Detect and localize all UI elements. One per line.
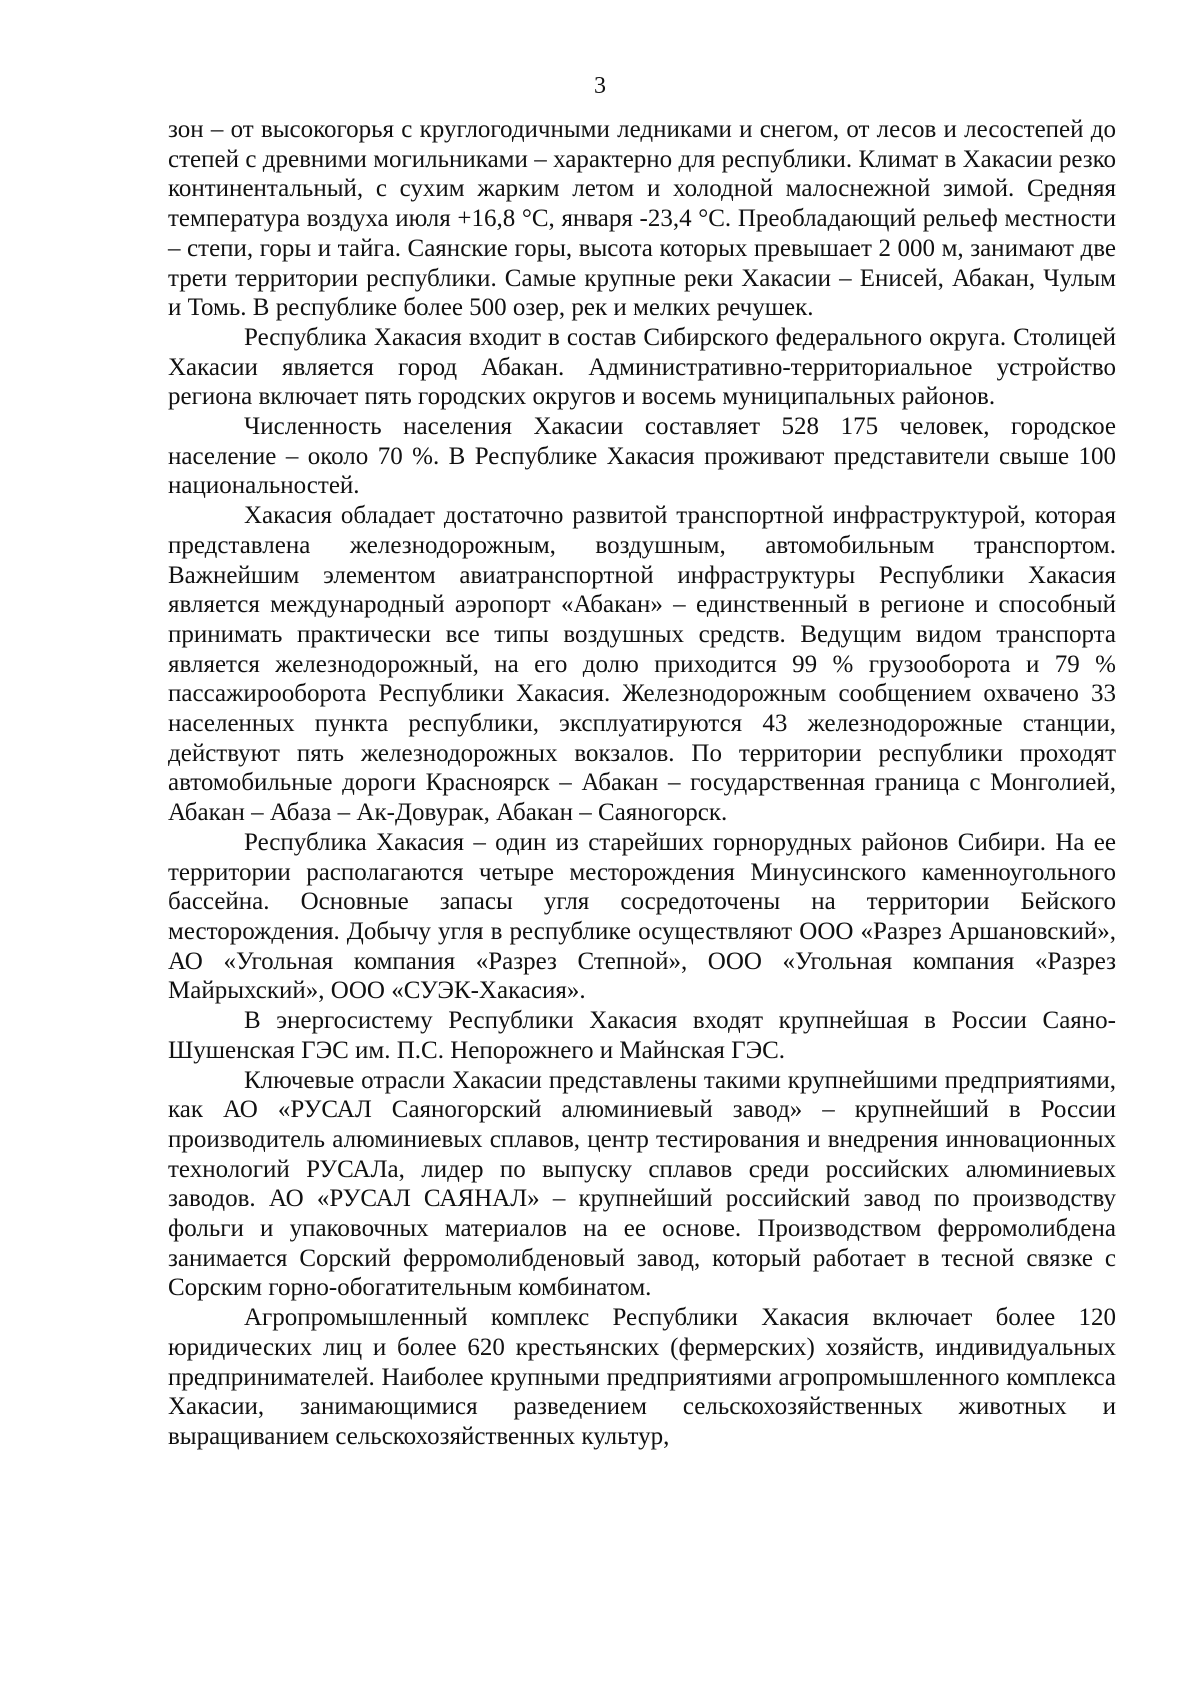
body-text: [168, 115, 1116, 1452]
page-number: 3: [594, 73, 606, 99]
paragraph-agriculture: Агропромышленный комплекс Республики Хакасия включает более 120 юридических лиц и более 620 крестьянских (фермерских) хозяйств, индивидуальных предпринимателей. Наиболее крупными предприятиями агропромышленного комплекса Хакасии, занимающимися разведением сельскохозяйственных животных и выращиванием сельскохозяйственных культур,: [168, 1304, 1116, 1450]
paragraph-transport: Хакасия обладает достаточно развитой транспортной инфраструктурой, которая представлена железнодорожным, воздушным, автомобильным транспортом. Важнейшим элементом авиатранспортной инфраструктуры Республики Хакасия является международный аэропорт «Абакан» – единственный в регионе и способный принимать практически все типы воздушных средств. Ведущим видом транспорта является железнодорожный, на его долю приходится 99 % грузооборота и 79 % пассажирооборота Республики Хакасия. Железнодорожным сообщением охвачено 33 населенных пункта республики, эксплуатируются 43 железнодорожные станции, действуют пять железнодорожных вокзалов. По территории республики проходят автомобильные дороги Красноярск – Абакан – государственная граница с Монголией, Абакан – Абаза – Ак-Довурак, Абакан – Саяногорск.: [168, 502, 1116, 827]
paragraph-administration: Республика Хакасия входит в состав Сибирского федерального округа. Столицей Хакасии является город Абакан. Административно-территориальное устройство региона включает пять городских округов и восемь муниципальных районов.: [168, 323, 1116, 411]
paragraph-mining: Республика Хакасия – один из старейших горнорудных районов Сибири. На ее территории располагаются четыре месторождения Минусинского каменноугольного бассейна. Основные запасы угля сосредоточены на территории Бейского месторождения. Добычу угля в республике осуществляют ООО «Разрез Аршановский», АО «Угольная компания «Разрез Степной», ООО «Угольная компания «Разрез Майрыхский», ООО «СУЭК-Хакасия».: [168, 828, 1116, 1005]
paragraph-industry: Ключевые отрасли Хакасии представлены такими крупнейшими предприятиями, как АО «РУСАЛ Саяногорский алюминиевый завод» – крупнейший в России производитель алюминиевых сплавов, центр тестирования и внедрения инновационных технологий РУСАЛа, лидер по выпуску сплавов среди российских алюминиевых заводов. АО «РУСАЛ САЯНАЛ» – крупнейший российский завод по производству фольги и упаковочных материалов на ее основе. Производством ферромолибдена занимается Сорский ферромолибденовый завод, который работает в тесной связке с Сорским горно-обогатительным комбинатом.: [168, 1066, 1116, 1302]
paragraph-energy: В энергосистему Республики Хакасия входят крупнейшая в России Саяно-Шушенская ГЭС им. П.С. Непорожнего и Майнская ГЭС.: [168, 1007, 1116, 1064]
paragraph-climate: зон – от высокогорья с круглогодичными ледниками и снегом, от лесов и лесостепей до степей с древними могильниками – характерно для республики. Климат в Хакасии резко континентальный, с сухим жарким летом и холодной малоснежной зимой. Средняя температура воздуха июля +16,8 °С, января -23,4 °С. Преобладающий рельеф местности – степи, горы и тайга. Саянские горы, высота которых превышает 2 000 м, занимают две трети территории республики. Самые крупные реки Хакасии – Енисей, Абакан, Чулым и Томь. В республике более 500 озер, рек и мелких речушек.: [168, 116, 1116, 322]
paragraph-population: Численность населения Хакасии составляет 528 175 человек, городское население – около 70 %. В Республике Хакасия проживают представители свыше 100 национальностей.: [168, 413, 1116, 500]
